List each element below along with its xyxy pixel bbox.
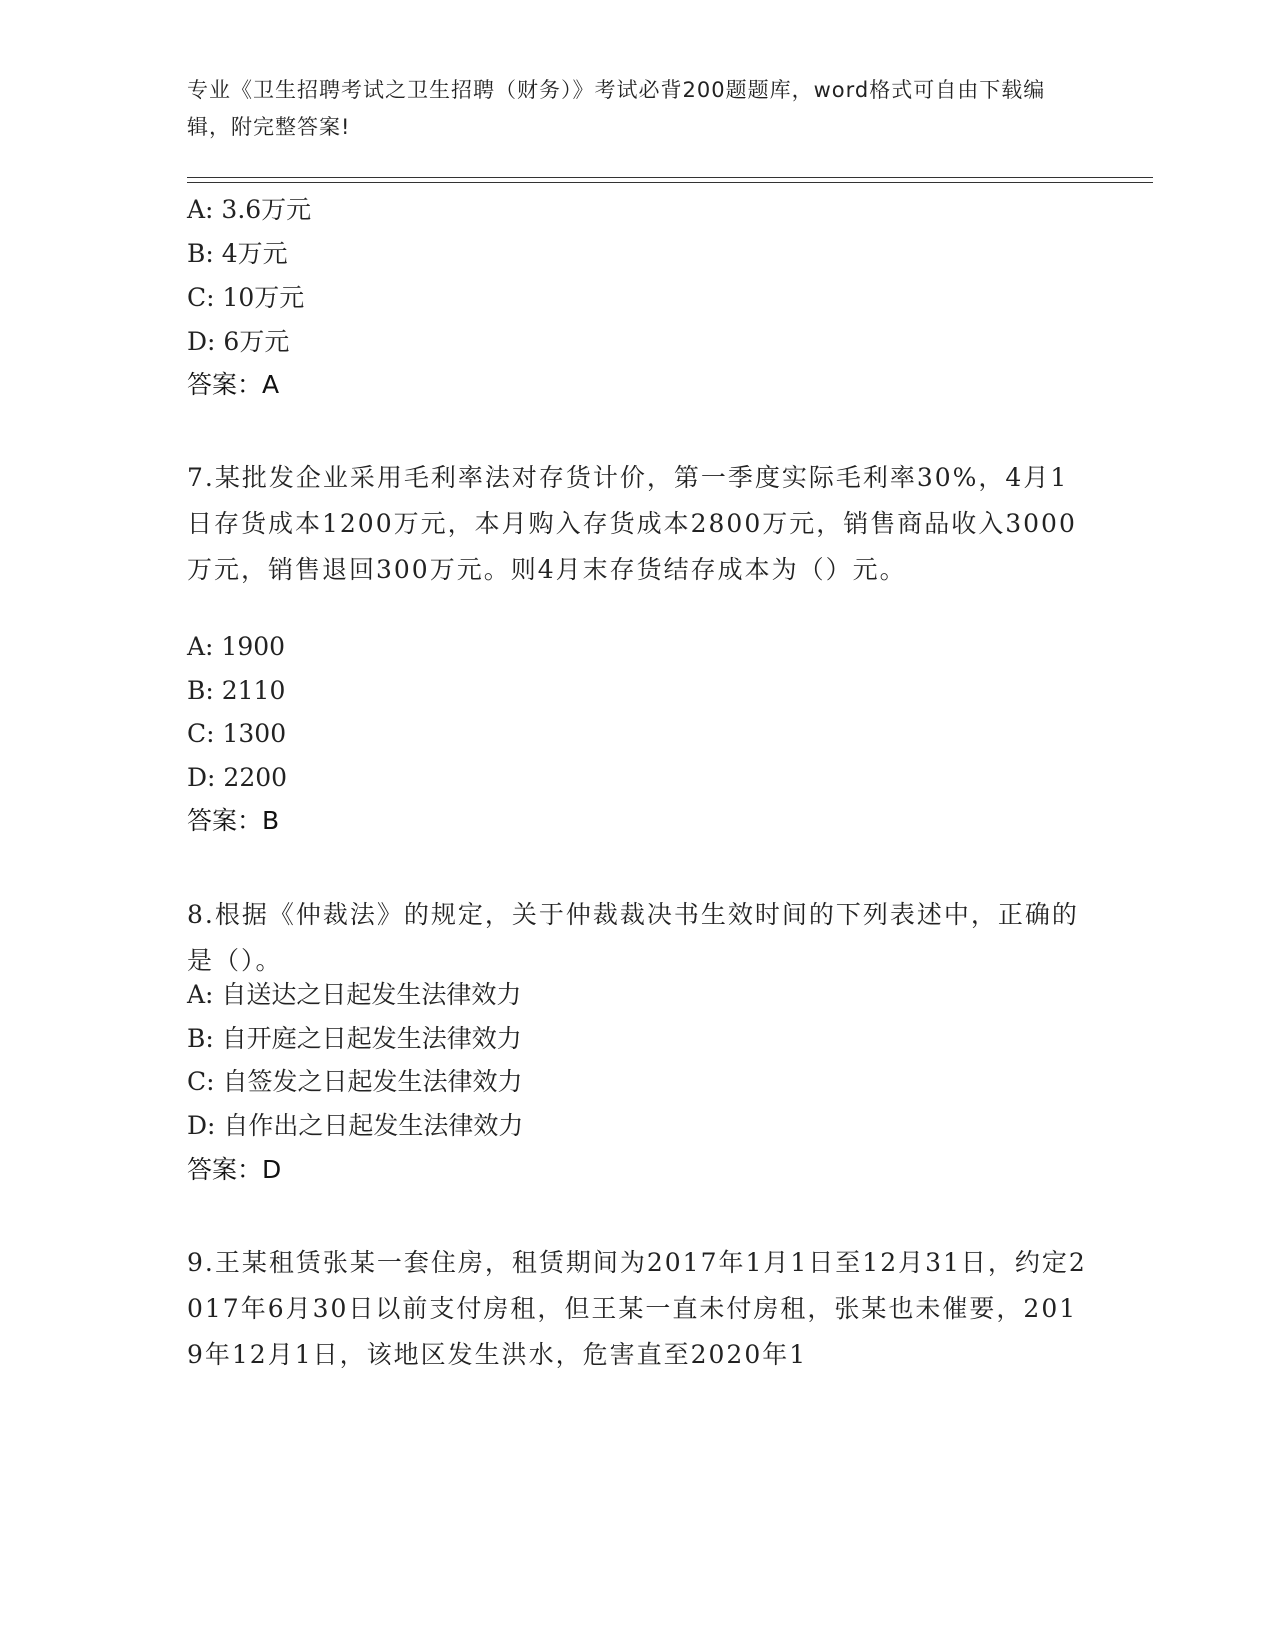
q6-option-a: A: 3.6万元 [187, 195, 312, 224]
q8-question-text: 8.根据《仲裁法》的规定，关于仲裁裁决书生效时间的下列表述中，正确的是（）。 [187, 900, 1079, 975]
header-divider-bottom [187, 182, 1153, 183]
q7-answer: 答案：B [187, 806, 280, 835]
q8-option-d: D: 自作出之日起发生法律效力 [187, 1111, 524, 1140]
q8-answer: 答案：D [187, 1155, 282, 1184]
q7-option-c: C: 1300 [187, 719, 287, 748]
q9-question-text: 9.王某租赁张某一套住房，租赁期间为2017年1月1日至12月31日，约定2017年6月30日以前支付房租，但王某一直未付房租，张某也未催要，2019年12月1日，该地区发生洪水，危害直至2020年1 [187, 1248, 1087, 1369]
q6-answer: 答案：A [187, 370, 280, 399]
q7-option-b: B: 2110 [187, 676, 286, 705]
q8-option-b: B: 自开庭之日起发生法律效力 [187, 1024, 522, 1053]
q7-option-d: D: 2200 [187, 763, 288, 792]
q8-option-c: C: 自签发之日起发生法律效力 [187, 1067, 523, 1096]
q6-option-d: D: 6万元 [187, 327, 290, 356]
q7-option-a: A: 1900 [187, 632, 286, 661]
q7-question-text: 7.某批发企业采用毛利率法对存货计价，第一季度实际毛利率30%，4月1日存货成本1200万元，本月购入存货成本2800万元，销售商品收入3000万元，销售退回300万元。则4月末存货结存成本为（）元。 [187, 463, 1077, 584]
q6-option-c: C: 10万元 [187, 283, 305, 312]
q8-option-a: A: 自送达之日起发生法律效力 [187, 980, 522, 1009]
header-divider-top [187, 177, 1153, 178]
q6-option-b: B: 4万元 [187, 239, 288, 268]
document-header: 专业《卫生招聘考试之卫生招聘（财务）》考试必背200题题库，word格式可自由下载编辑，附完整答案! [187, 78, 1046, 139]
